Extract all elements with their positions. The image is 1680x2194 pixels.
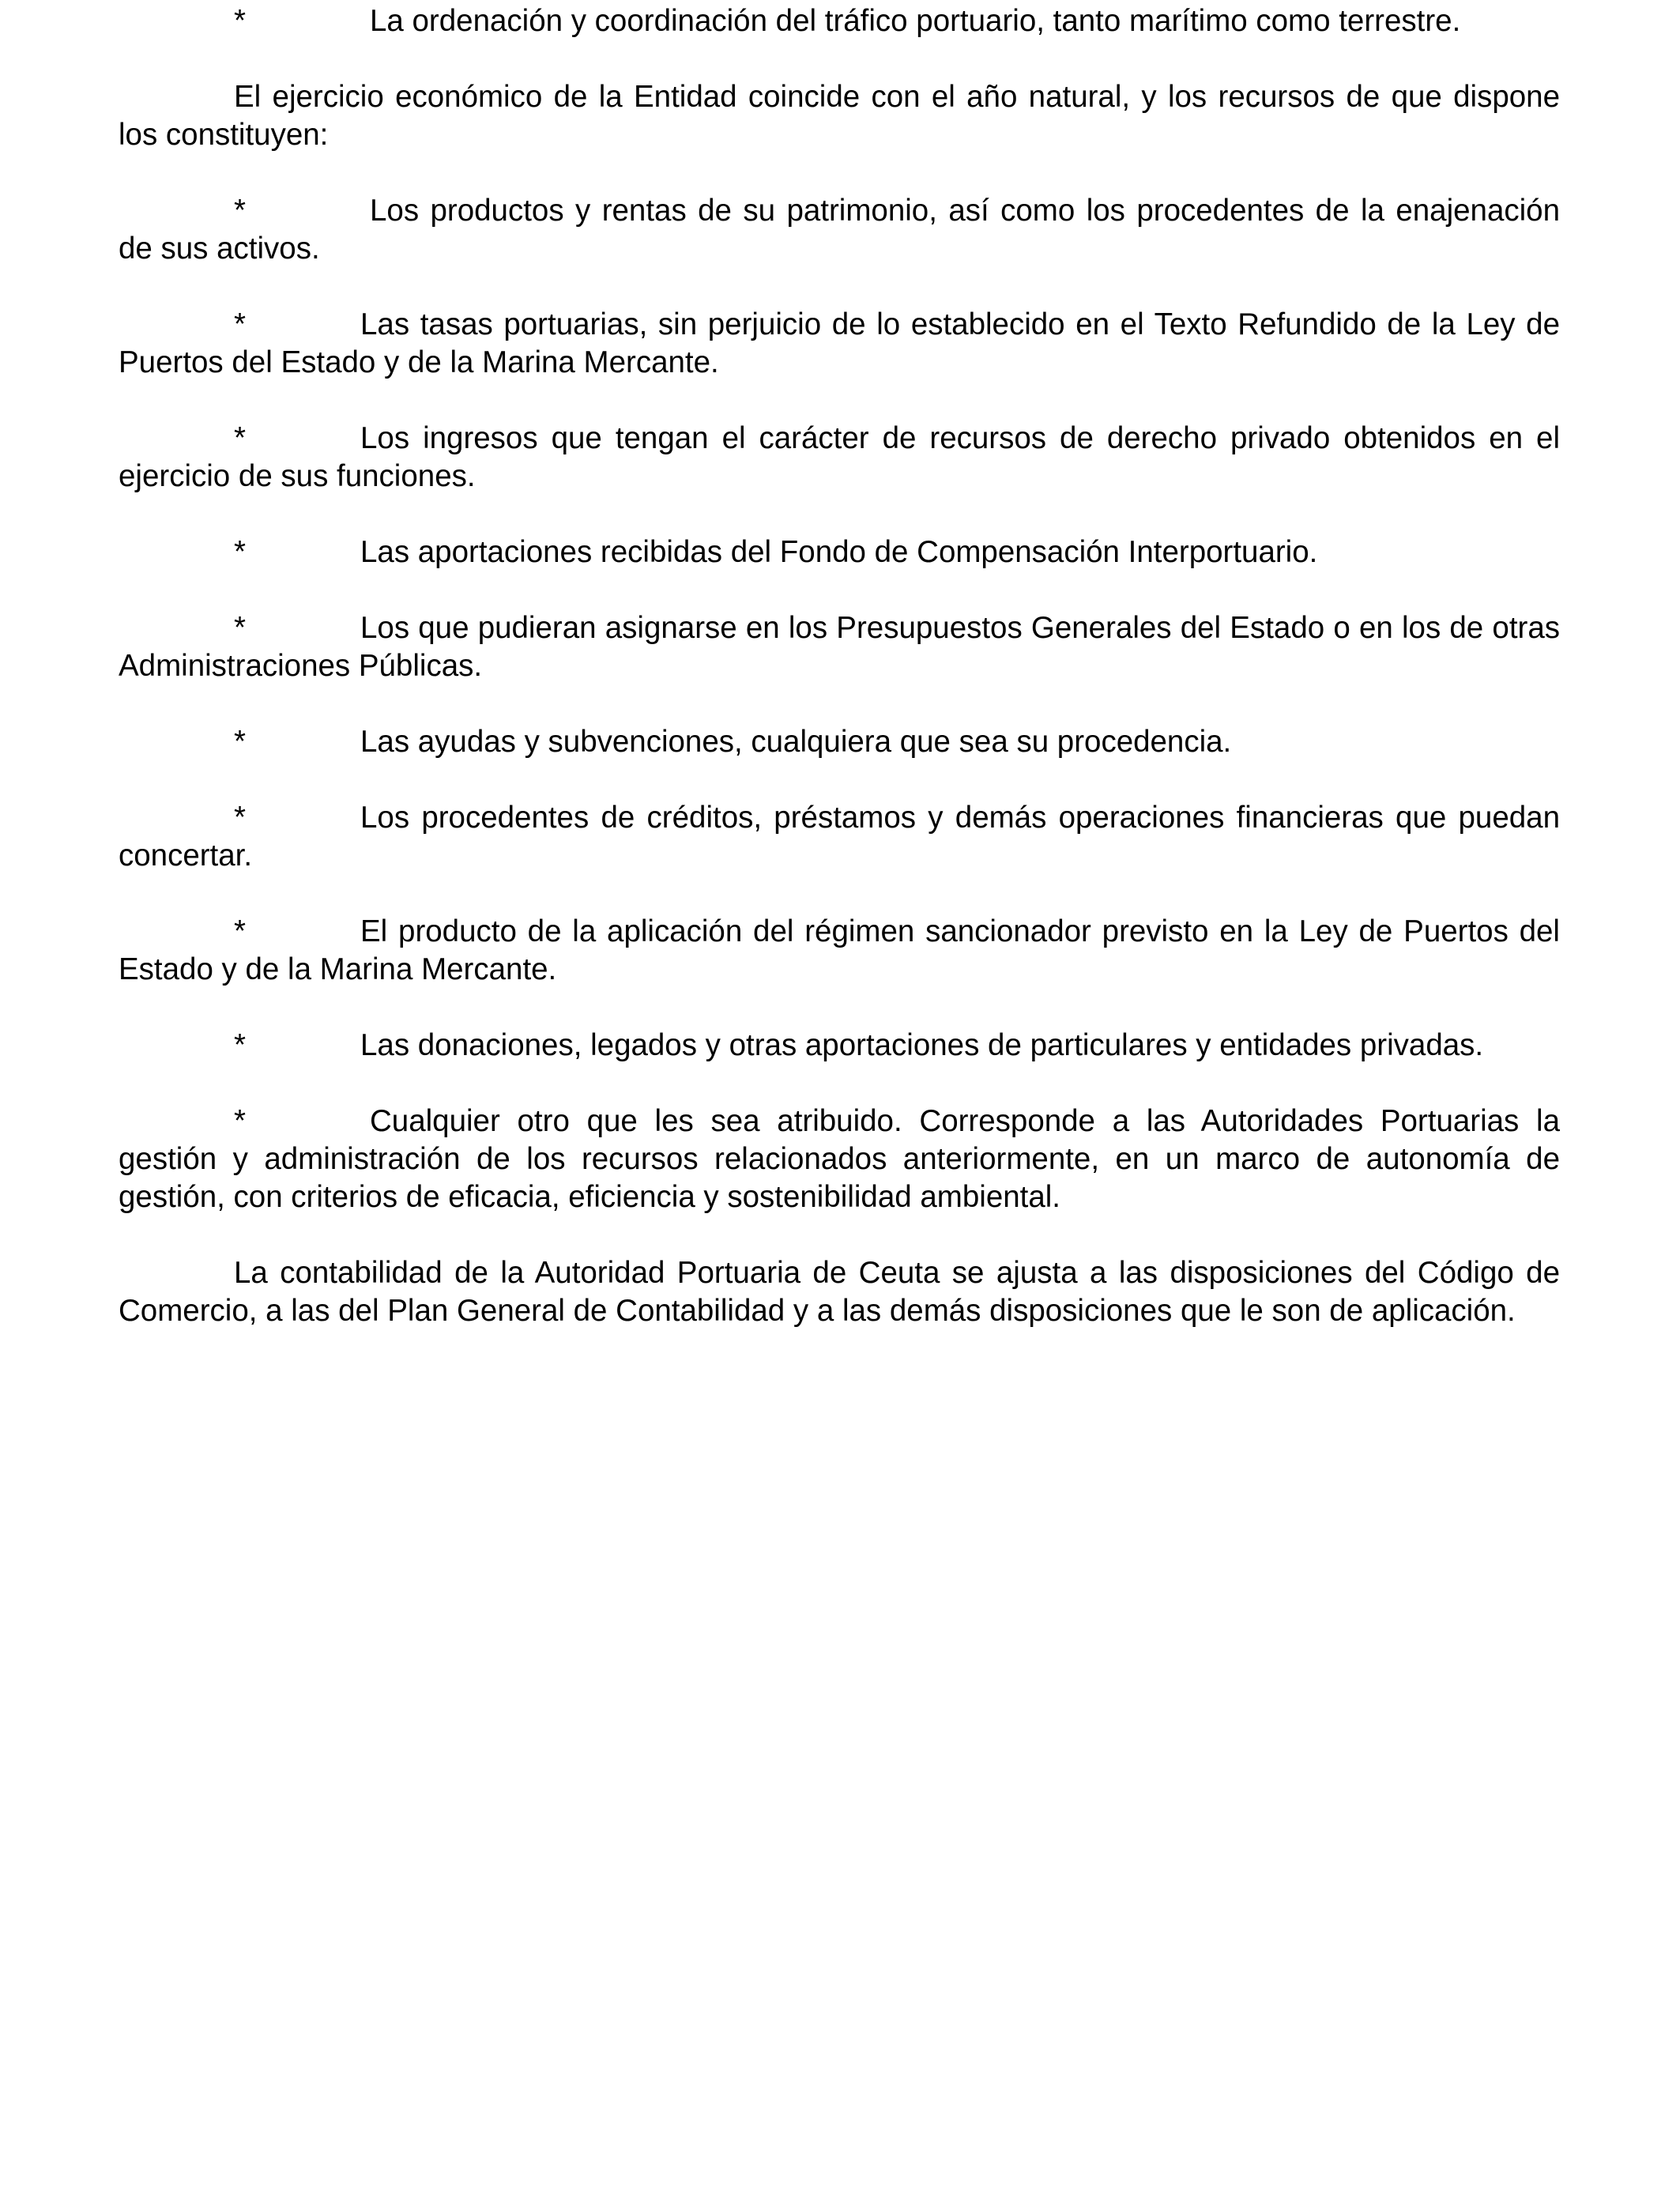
document-page	[119, 0, 1560, 1330]
bullet-paragraph	[119, 1103, 1560, 1216]
paragraph-text: Cualquier otro que les sea atribuido. Corresponde a las Autoridades Portuarias la gestión y administración de los recursos relacionados anteriormente, en un marco de autonomía de gestión, con criterios de eficacia, eficiencia y sostenibilidad ambiental.	[119, 1104, 1560, 1214]
bullet-marker: *	[234, 4, 246, 38]
bullet-paragraph	[119, 192, 1560, 268]
paragraph-text: Las aportaciones recibidas del Fondo de Compensación Interportuario.	[360, 535, 1318, 569]
bullet-paragraph	[119, 913, 1560, 989]
bullet-marker: *	[234, 307, 246, 341]
paragraph-text: Los que pudieran asignarse en los Presupuestos Generales del Estado o en los de otras Administraciones Públicas.	[119, 611, 1560, 683]
bullet-marker: *	[234, 611, 246, 645]
bullet-marker: *	[234, 535, 246, 569]
bullet-paragraph	[119, 2, 1560, 40]
paragraph-text: Las donaciones, legados y otras aportaciones de particulares y entidades privadas.	[360, 1028, 1484, 1062]
bullet-paragraph	[119, 533, 1560, 571]
bullet-marker: *	[234, 194, 246, 228]
bullet-marker: *	[234, 421, 246, 455]
bullet-paragraph	[119, 723, 1560, 761]
body-paragraph: El ejercicio económico de la Entidad coincide con el año natural, y los recursos de que dispone los constituyen:	[119, 80, 1560, 152]
bullet-paragraph	[119, 1027, 1560, 1065]
bullet-marker: *	[234, 1104, 246, 1138]
bullet-paragraph	[119, 799, 1560, 875]
body-paragraph: La contabilidad de la Autoridad Portuaria de Ceuta se ajusta a las disposiciones del Código de Comercio, a las del Plan General de Contabilidad y a las demás disposiciones que le son de aplicación.	[119, 1256, 1560, 1328]
paragraph-text: Las tasas portuarias, sin perjuicio de lo establecido en el Texto Refundido de la Ley de Puertos del Estado y de la Marina Mercante.	[119, 307, 1560, 379]
paragraph-text: La ordenación y coordinación del tráfico portuario, tanto marítimo como terrestre.	[370, 4, 1461, 38]
bullet-paragraph	[119, 420, 1560, 496]
paragraph-text: Los productos y rentas de su patrimonio, así como los procedentes de la enajenación de sus activos.	[119, 194, 1560, 266]
bullet-marker: *	[234, 801, 246, 835]
bullet-paragraph	[119, 306, 1560, 382]
bullet-paragraph	[119, 609, 1560, 685]
paragraph-text: Las ayudas y subvenciones, cualquiera que sea su procedencia.	[360, 725, 1232, 759]
paragraph-text: Los procedentes de créditos, préstamos y demás operaciones financieras que puedan concertar.	[119, 801, 1560, 873]
bullet-marker: *	[234, 1028, 246, 1062]
bullet-marker: *	[234, 914, 246, 948]
paragraph-text: El producto de la aplicación del régimen sancionador previsto en la Ley de Puertos del Estado y de la Marina Mercante.	[119, 914, 1560, 986]
bullet-marker: *	[234, 725, 246, 759]
paragraph-text: Los ingresos que tengan el carácter de recursos de derecho privado obtenidos en el ejercicio de sus funciones.	[119, 421, 1560, 493]
